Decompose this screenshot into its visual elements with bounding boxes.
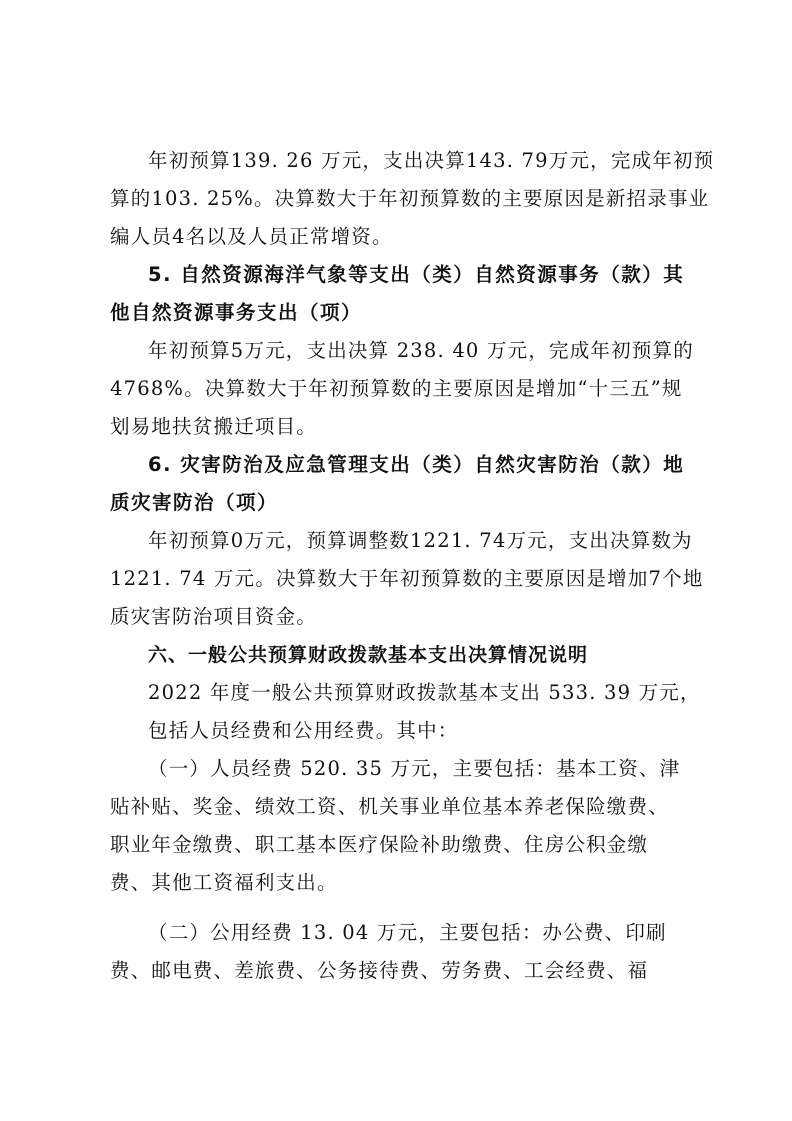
section-heading-6-cont: 质灾害防治（项） xyxy=(110,491,279,514)
paragraph-line: 职业年金缴费、职工基本医疗保险补助缴费、住房公积金缴 xyxy=(110,833,649,856)
paragraph-line: 算的103. 25%。决算数大于年初预算数的主要原因是新招录事业 xyxy=(110,187,710,210)
paragraph-line: 费、邮电费、差旅费、公务接待费、劳务费、工会经费、福 xyxy=(110,959,649,982)
paragraph-line: 年初预算5万元，支出决算 238. 40 万元，完成年初预算的 xyxy=(148,339,694,362)
paragraph-line: 贴补贴、奖金、绩效工资、机关事业单位基本养老保险缴费、 xyxy=(110,795,669,818)
paragraph-line: 1221. 74 万元。决算数大于年初预算数的主要原因是增加7个地 xyxy=(110,567,704,590)
chapter-heading-6: 六、一般公共预算财政拨款基本支出决算情况说明 xyxy=(148,644,589,666)
paragraph-line: 质灾害防治项目资金。 xyxy=(110,605,318,628)
section-heading-5: 5. 自然资源海洋气象等支出（类）自然资源事务（款）其 xyxy=(148,263,685,286)
paragraph-line: 年初预算139. 26 万元，支出决算143. 79万元，完成年初预 xyxy=(148,149,715,172)
section-heading-6: 6. 灾害防治及应急管理支出（类）自然灾害防治（款）地 xyxy=(148,453,685,476)
paragraph-line: 划易地扶贫搬迁项目。 xyxy=(110,415,318,438)
paragraph-line: 2022 年度一般公共预算财政拨款基本支出 533. 39 万元， xyxy=(148,681,701,704)
paragraph-line: 年初预算0万元，预算调整数1221. 74万元，支出决算数为 xyxy=(148,529,693,552)
paragraph-line: 4768%。决算数大于年初预算数的主要原因是增加“十三五”规 xyxy=(110,377,683,400)
section-heading-5-cont: 他自然资源事务支出（项） xyxy=(110,301,363,324)
paragraph-line: （一）人员经费 520. 35 万元，主要包括：基本工资、津 xyxy=(148,757,681,780)
paragraph-line: 编人员4名以及人员正常增资。 xyxy=(110,225,393,248)
paragraph-line: 包括人员经费和公用经费。其中： xyxy=(148,719,459,742)
paragraph-line: 费、其他工资福利支出。 xyxy=(110,871,338,894)
paragraph-line: （二）公用经费 13. 04 万元，主要包括：办公费、印刷 xyxy=(148,921,667,944)
